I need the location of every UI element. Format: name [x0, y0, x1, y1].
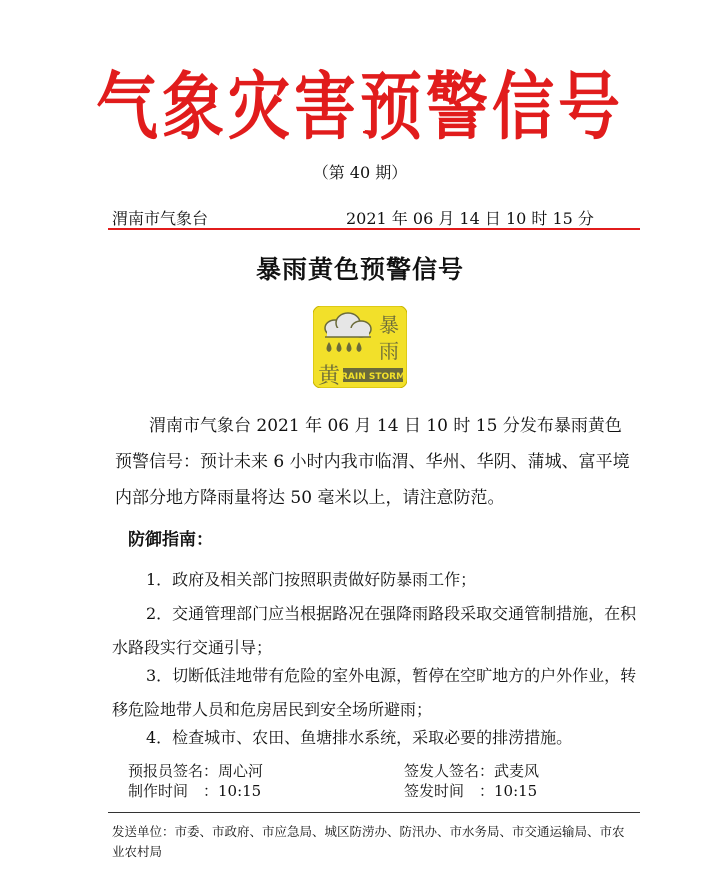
forecaster-signature: 预报员签名：周心河	[128, 762, 264, 780]
guide-item-1: 1．政府及相关部门按照职责做好防暴雨工作；	[146, 570, 477, 589]
icon-char-bao: 暴	[379, 313, 399, 337]
guide-item-3: 3．切断低洼地带有危险的室外电源，暂停在空旷地方的户外作业，转移危险地带人员和危房居民到安全场所避雨；	[112, 666, 637, 719]
issue-datetime: 2021 年 06 月 14 日 10 时 15 分	[346, 209, 594, 228]
rainstorm-yellow-warning-icon	[313, 306, 407, 388]
warning-title: 暴雨黄色预警信号	[255, 255, 464, 284]
header-divider	[108, 228, 640, 230]
footer-divider	[108, 812, 640, 813]
made-time: 制作时间 ：10:15	[128, 782, 262, 800]
warning-body-paragraph: 渭南市气象台 2021 年 06 月 14 日 10 时 15 分发布暴雨黄色预警信号：预计未来 6 小时内我市临渭、华州、华阴、蒲城、富平境内部分地方降雨量将达 50 毫米以上，请注意防范。	[115, 416, 630, 508]
issuer-signature: 签发人签名：武麦风	[404, 762, 540, 780]
defense-guide-heading: 防御指南：	[128, 530, 213, 550]
issue-number: （第 40 期）	[312, 163, 408, 182]
distribution-list: 发送单位：市委、市政府、市应急局、城区防涝办、防汛办、市水务局、市交通运输局、市农业农村局	[112, 824, 625, 859]
icon-char-huang: 黄	[317, 364, 341, 388]
icon-char-yu: 雨	[379, 339, 399, 363]
guide-item-4: 4．检查城市、农田、鱼塘排水系统，采取必要的排涝措施。	[146, 728, 573, 747]
issuing-org: 渭南市气象台	[112, 209, 209, 228]
guide-item-2: 2．交通管理部门应当根据路况在强降雨路段采取交通管制措施，在积水路段实行交通引导；	[112, 604, 637, 657]
masthead-title: 气象灾害预警信号	[95, 63, 624, 150]
issued-time: 签发时间 ：10:15	[404, 782, 538, 800]
icon-rainstorm-label: RAIN STORM	[340, 372, 406, 382]
